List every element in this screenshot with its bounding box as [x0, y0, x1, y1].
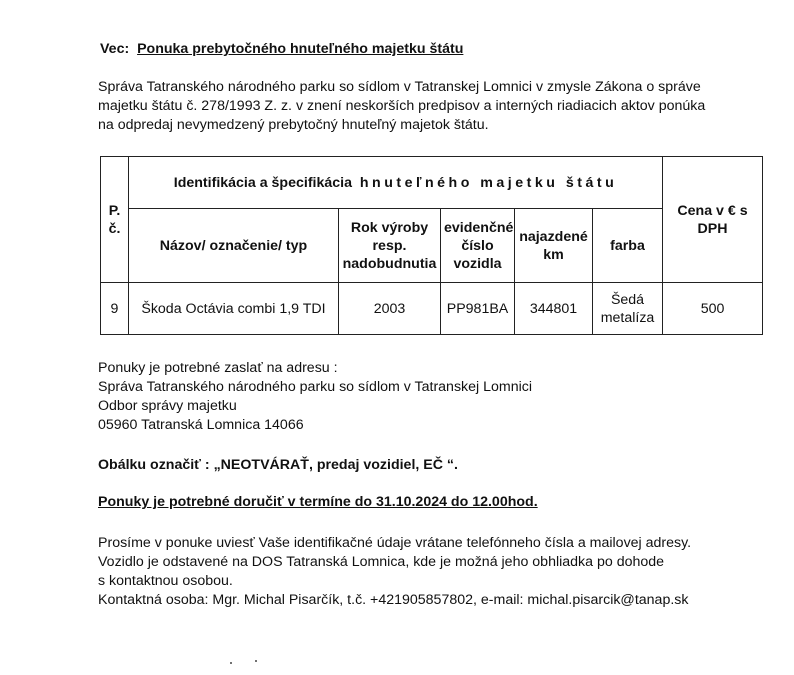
group-header-prefix: Identifikácia a špecifikácia	[173, 174, 352, 191]
closing-line: Kontaktná osoba: Mgr. Michal Pisarčík, t.č. +421905857802, e-mail: michal.pisarcik@tanap.sk	[98, 592, 689, 608]
table-row	[101, 283, 763, 335]
col-header-group	[129, 157, 663, 209]
col-header-name: Názov/ označenie/ typ	[129, 209, 339, 283]
intro-line: na odpredaj nevymedzený prebytočný hnuteľný majetok štátu.	[98, 117, 489, 133]
cell-km: 344801	[515, 283, 593, 335]
col-header-km: najazdené km	[515, 209, 593, 283]
col-header-year: Rok výroby resp. nadobudnutia	[339, 209, 441, 283]
address-block	[98, 359, 532, 435]
address-line: Odbor správy majetku	[98, 398, 237, 414]
closing-line: Prosíme v ponuke uviesť Vaše identifikačné údaje vrátane telefónneho čísla a mailovej adresy.	[98, 535, 692, 551]
deadline-notice: Ponuky je potrebné doručiť v termíne do 31.10.2024 do 12.00hod.	[98, 494, 538, 510]
col-header-reg: evidenčné číslo vozidla	[441, 209, 515, 283]
cell-no: 9	[101, 283, 129, 335]
intro-paragraph	[98, 78, 748, 135]
cell-name: Škoda Octávia combi 1,9 TDI	[129, 283, 339, 335]
cell-color: Šedá metalíza	[593, 283, 663, 335]
col-header-color: farba	[593, 209, 663, 283]
group-header-spaced: hnuteľného majetku štátu	[359, 174, 618, 191]
col-header-no: P. č.	[101, 157, 129, 283]
intro-line: majetku štátu č. 278/1993 Z. z. v znení neskorších predpisov a interných riadiacich aktov ponúka	[98, 98, 706, 114]
subject-line	[100, 40, 463, 59]
subject-prefix: Vec:	[100, 41, 130, 57]
closing-paragraph	[98, 534, 691, 610]
envelope-label: Obálku označiť : „NEOTVÁRAŤ, predaj vozidiel, EČ “.	[98, 457, 458, 473]
address-line: Ponuky je potrebné zaslať na adresu :	[98, 360, 338, 376]
intro-line: Správa Tatranského národného parku so sídlom v Tatranskej Lomnici v zmysle Zákona o správe	[98, 79, 701, 95]
subject-text: Ponuka prebytočného hnuteľného majetku štátu	[137, 41, 464, 57]
scan-speck	[230, 662, 232, 664]
cell-year: 2003	[339, 283, 441, 335]
col-header-price: Cena v € s DPH	[663, 157, 763, 283]
cell-price: 500	[663, 283, 763, 335]
closing-line: Vozidlo je odstavené na DOS Tatranská Lomnica, kde je možná jeho obhliadka po dohode	[98, 554, 665, 570]
address-line: Správa Tatranského národného parku so sídlom v Tatranskej Lomnici	[98, 379, 533, 395]
offer-table	[100, 156, 763, 335]
cell-reg: PP981BA	[441, 283, 515, 335]
table-header-row	[101, 157, 763, 209]
address-line: 05960 Tatranská Lomnica 14066	[98, 417, 304, 433]
scan-speck	[255, 660, 257, 662]
closing-line: s kontaktnou osobou.	[98, 573, 233, 589]
